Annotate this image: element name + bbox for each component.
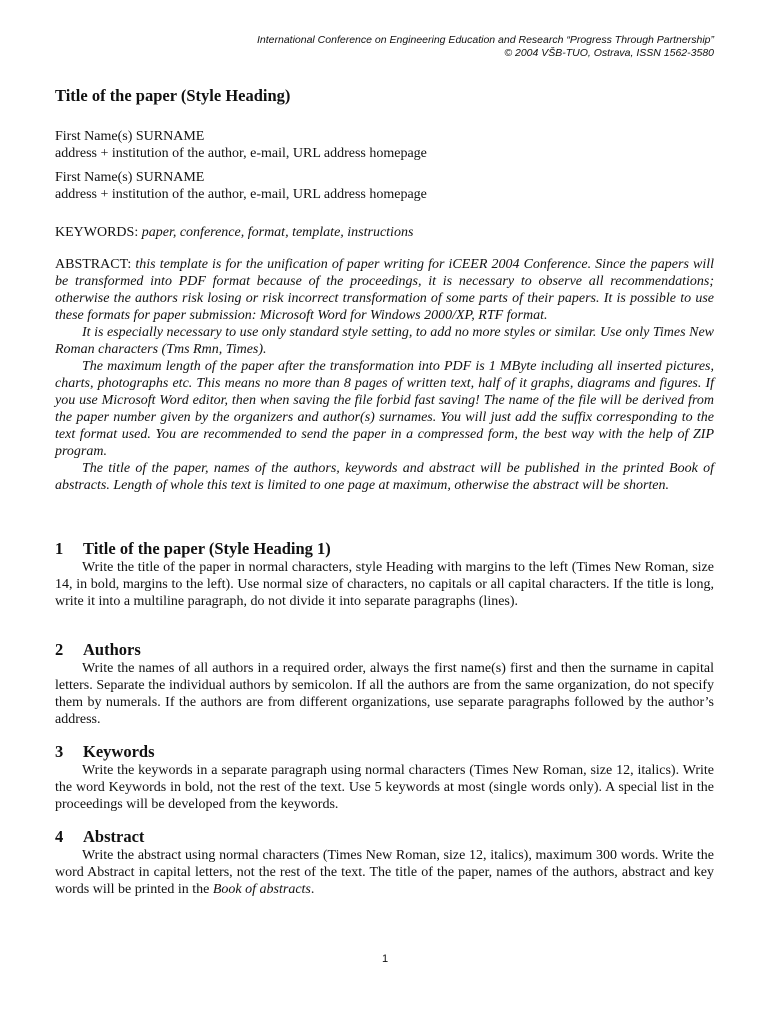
author-address: address + institution of the author, e-mail, URL address homepage: [55, 187, 427, 202]
section-paragraph: Write the names of all authors in a required order, always the first name(s) first and then the surname in capital letters. Separate the individual authors by semicolon. If all the authors are from the same organization, do not specify them by numerals. If the authors are from different organizations, use separate paragraphs followed by the author’s address.: [55, 661, 714, 727]
author-name: First Name(s) SURNAME: [55, 129, 205, 144]
header-conference: International Conference on Engineering Education and Research “Progress Through Partnership”: [256, 34, 714, 46]
section-paragraph: Write the keywords in a separate paragraph using normal characters (Times New Roman, size 12, italics). Write the word Keywords in bold, not the rest of the text. Use 5 keywords at most (single words only). A special list in the proceedings will be developed from the keywords.: [55, 763, 714, 812]
keywords-label: KEYWORDS:: [55, 225, 142, 240]
abstract-paragraph: [55, 256, 714, 324]
keywords-values: paper, conference, format, template, instructions: [141, 225, 414, 240]
section-keywords: [55, 742, 714, 813]
section-paragraph: Write the title of the paper in normal characters, style Heading with margins to the left (Times New Roman, size 14, in bold, margins to the left). Use normal size of characters, no capitals or all capital characters. If the title is long, write it into a multiline paragraph, do not divide it into separate paragraphs (lines).: [55, 560, 714, 609]
abstract-paragraph: It is especially necessary to use only standard style setting, to add no more styles or similar. Use only Times New Roman characters (Tms Rmn, Times).: [55, 325, 714, 357]
section-heading: [55, 539, 714, 559]
author-block: [55, 128, 427, 162]
abstract-label: ABSTRACT:: [55, 257, 136, 272]
section-number: 4: [55, 827, 64, 846]
section-paragraph: [55, 847, 714, 898]
section-number: 2: [55, 640, 64, 659]
section-text-end: .: [310, 882, 315, 897]
keywords-line: [55, 225, 413, 241]
author-name: First Name(s) SURNAME: [55, 170, 205, 185]
paper-title: Title of the paper (Style Heading): [55, 86, 291, 105]
section-authors: [55, 640, 714, 728]
running-header: [257, 34, 714, 60]
section-heading: [55, 742, 714, 762]
page-number: 1: [381, 953, 389, 965]
section-abstract: [55, 827, 714, 898]
section-number: 1: [55, 539, 64, 558]
section-number: 3: [55, 742, 64, 761]
book-of-abstracts-italic: Book of abstracts: [212, 882, 311, 897]
section-heading-text: Title of the paper (Style Heading 1): [83, 539, 331, 558]
section-heading-text: Authors: [83, 640, 141, 659]
section-text: Write the abstract using normal characters (Times New Roman, size 12, italics), maximum 300 words. Write the word Abstract in capital letters, not the rest of the text. The title of the paper, names of the authors, abstract and key words will be printed in the: [55, 848, 714, 897]
abstract-text: this template is for the unification of paper writing for iCEER 2004 Conference. Since the papers will be transformed into PDF format because of the proceedings, it is necessary to observe all recommendations; otherwise the authors risk losing or risk incorrect transformation of some parts of their papers. It is possible to use these formats for paper submission: Microsoft Word for Windows 2000/XP, RTF format.: [55, 257, 714, 323]
abstract-paragraph: The maximum length of the paper after the transformation into PDF is 1 MByte including all inserted pictures, charts, photographs etc. This means no more than 8 pages of written text, half of it graphs, diagrams and figures. If you use Microsoft Word editor, then when saving the file forbid fast saving! The name of the file will be derived from the paper number given by the organizers and author(s) surnames. You will just add the suffix corresponding to the text format used. You are recommended to send the paper in a compressed form, the best way with the help of ZIP program.: [55, 359, 714, 459]
section-heading: [55, 640, 714, 660]
section-heading-text: Abstract: [83, 827, 145, 846]
section-heading: [55, 827, 714, 847]
abstract-block: [55, 256, 714, 494]
abstract-paragraph: The title of the paper, names of the authors, keywords and abstract will be published in the printed Book of abstracts. Length of whole this text is limited to one page at maximum, otherwise the abstract will be shorten.: [55, 461, 714, 493]
header-copyright: © 2004 VŠB-TUO, Ostrava, ISSN 1562-3580: [504, 47, 714, 59]
section-title: [55, 539, 714, 610]
section-heading-text: Keywords: [83, 742, 155, 761]
author-block: [55, 169, 427, 203]
author-address: address + institution of the author, e-mail, URL address homepage: [55, 146, 427, 161]
